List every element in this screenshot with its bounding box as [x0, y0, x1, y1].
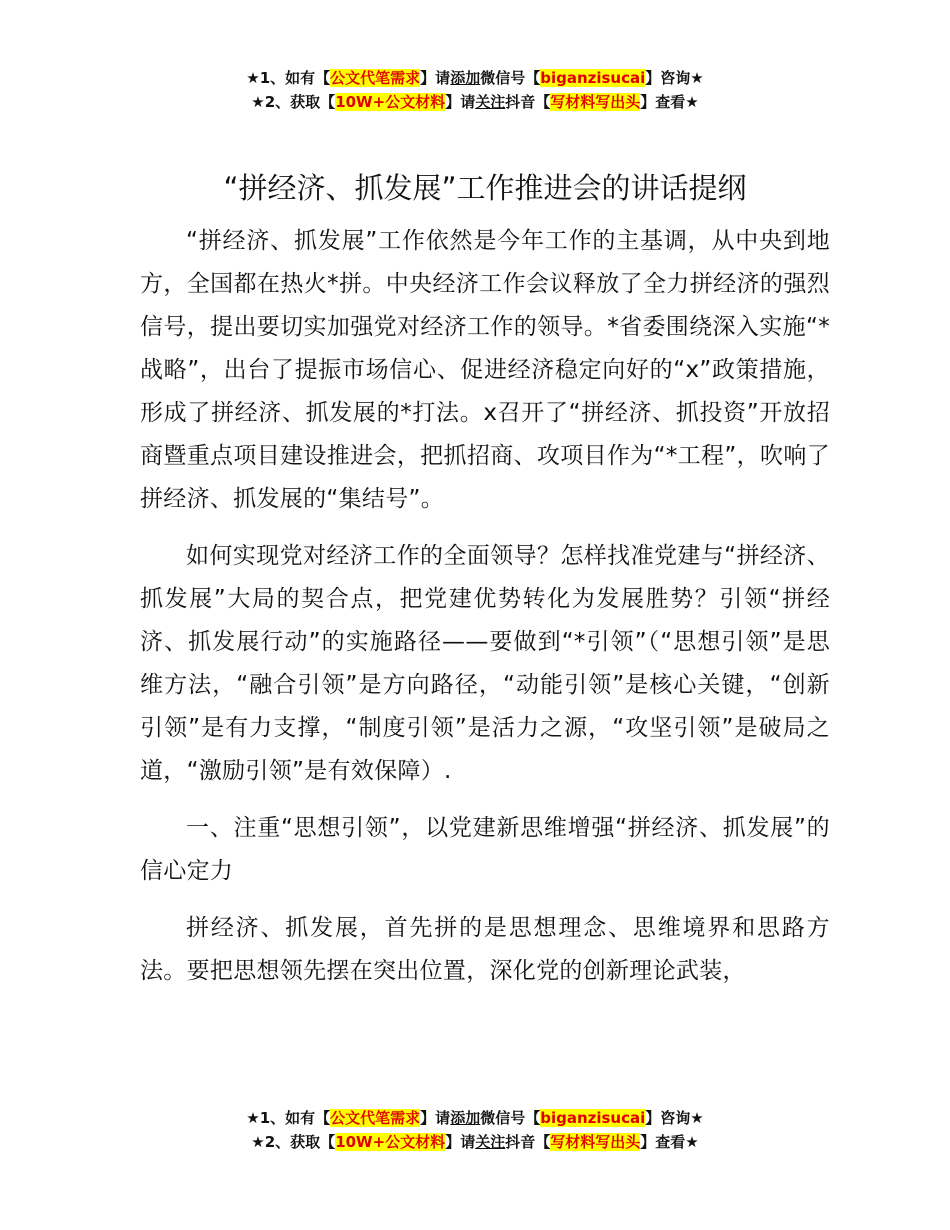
- banner-line-1: [0, 66, 950, 90]
- paragraph-section-1: 拼经济、抓发展，首先拼的是思想理念、思维境界和思路方法。要把思想领先摆在突出位置，深化党的创新理论武装，: [140, 915, 830, 984]
- paragraph-intro: “拼经济、抓发展”工作依然是今年工作的主基调，从中央到地方，全国都在热火*拼。中央经济工作会议释放了全力拼经济的强烈信号，提出要切实加强党对经济工作的领导。*省委围绕深入实施“*战略”，出台了提振市场信心、促进经济稳定向好的“x”政策措施，形成了拼经济、抓发展的*打法。x召开了“拼经济、抓投资”开放招商暨重点项目建设推进会，把抓招商、攻项目作为“*工程”，吹响了拼经济、抓发展的“集结号”。: [140, 228, 830, 512]
- document-body: [140, 164, 830, 1007]
- footer-banner: [0, 1106, 950, 1154]
- banner-text: 】请: [445, 93, 476, 111]
- banner-text: 】查看★: [640, 93, 699, 111]
- banner-text: 】请: [420, 1109, 451, 1127]
- banner-highlight: 公文代笔需求: [330, 69, 421, 87]
- header-banner: [0, 66, 950, 114]
- banner-text: 抖音【: [505, 1133, 551, 1151]
- banner-text: 微信号【: [480, 1109, 541, 1127]
- banner-highlight: 10W+公文材料: [335, 93, 446, 111]
- banner-highlight: 写材料写出头: [550, 93, 641, 111]
- banner-underline: 添加: [450, 1109, 481, 1127]
- banner-text: 微信号【: [480, 69, 541, 87]
- banner-text: ★1、如有【: [246, 1109, 331, 1127]
- banner-text: 】请: [445, 1133, 476, 1151]
- banner-underline: 关注: [475, 1133, 506, 1151]
- banner-line-2: [0, 1130, 950, 1154]
- banner-highlight: 公文代笔需求: [330, 1109, 421, 1127]
- banner-highlight: biganzisucai: [540, 69, 646, 87]
- banner-text: ★1、如有【: [246, 69, 331, 87]
- banner-text: 抖音【: [505, 93, 551, 111]
- banner-highlight: 10W+公文材料: [335, 1133, 446, 1151]
- banner-text: 】咨询★: [645, 1109, 704, 1127]
- banner-text: ★2、获取【: [251, 93, 336, 111]
- banner-highlight: 写材料写出头: [550, 1133, 641, 1151]
- banner-text: ★2、获取【: [251, 1133, 336, 1151]
- banner-highlight: biganzisucai: [540, 1109, 646, 1127]
- banner-text: 】请: [420, 69, 451, 87]
- document-title: “拼经济、抓发展”工作推进会的讲话提纲: [223, 171, 747, 205]
- banner-underline: 关注: [475, 93, 506, 111]
- section-heading-1: 一、注重“思想引领”，以党建新思维增强“拼经济、抓发展”的信心定力: [140, 815, 830, 884]
- banner-line-2: [0, 90, 950, 114]
- paragraph-question: 如何实现党对经济工作的全面领导？怎样找准党建与“拼经济、抓发展”大局的契合点，把党建优势转化为发展胜势？引领“拼经济、抓发展行动”的实施路径——要做到“*引领”（“思想引领”是思维方法，“融合引领”是方向路径，“动能引领”是核心关键，“创新引领”是有力支撑，“制度引领”是活力之源，“攻坚引领”是破局之道，“激励引领”是有效保障）.: [140, 543, 830, 784]
- banner-line-1: [0, 1106, 950, 1130]
- banner-text: 】咨询★: [645, 69, 704, 87]
- banner-text: 】查看★: [640, 1133, 699, 1151]
- banner-underline: 添加: [450, 69, 481, 87]
